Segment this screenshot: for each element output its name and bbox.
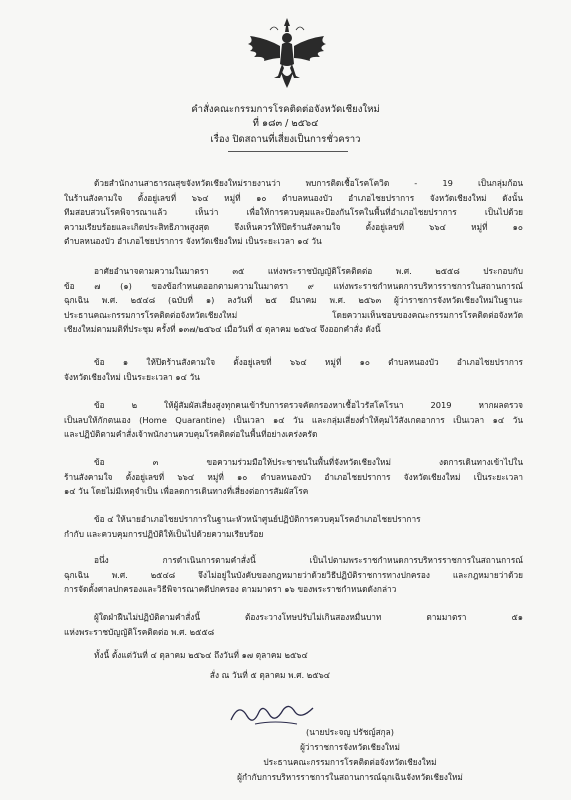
paragraph-line: ฉุกเฉิน พ.ศ. ๒๕๔๘ (ฉบับที่ ๑) ลงวันที่ ๒๕ มีนาคม พ.ศ. ๒๕๖๓ ผู้ว่าราชการจังหวัดเชียงใหม่ในฐานะ — [64, 295, 523, 306]
order-date: สั่ง ณ วันที่ ๕ ตุลาคม พ.ศ. ๒๕๖๔ — [209, 670, 331, 680]
paragraph-line: ฉุกเฉิน พ.ศ. ๒๕๔๘ จึงไม่อยู่ในบังคับของกฎหมายว่าด้วยวิธีปฏิบัติราชการทางปกครอง และกฎหมายว่าด้วย — [64, 569, 523, 580]
paragraph-line: ตำบลหนองบัว อำเภอไชยปราการ จังหวัดเชียงใหม่ เป็นระยะเวลา ๑๔ วัน — [64, 236, 322, 247]
header-divider — [228, 151, 348, 152]
order-title: คำสั่งคณะกรรมการโรคติดต่อจังหวัดเชียงใหม่ — [191, 104, 380, 115]
signatory-position: ผู้ว่าราชการจังหวัดเชียงใหม่ — [300, 742, 400, 752]
order-subject: เรื่อง ปิดสถานที่เสี่ยงเป็นการชั่วคราว — [210, 134, 361, 145]
clause-4 — [64, 512, 523, 541]
paragraph-line: อนึ่ง การดำเนินการตามคำสั่งนี้ เป็นไปตามพระราชกำหนดการบริหารราชการในสถานการณ์ — [94, 555, 523, 565]
paragraph-line: ข้อ ๔ ให้นายอำเภอไชยปราการในฐานะหัวหน้าศูนย์ปฏิบัติการควบคุมโรคอำเภอไชยปราการ — [94, 514, 421, 524]
clause-3 — [64, 455, 523, 499]
paragraph-line: และปฏิบัติตามคำสั่งเจ้าพนักงานควบคุมโรคติดต่อในพื้นที่อย่างเคร่งครัด — [64, 429, 318, 440]
paragraph-line: ข้อ ๒ ให้ผู้สัมผัสเสี่ยงสูงทุกคนเข้ารับการตรวจคัดกรองหาเชื้อไวรัสโคโรนา 2019 หากผลตรวจ — [94, 400, 523, 410]
paragraph-line: ๑๔ วัน โดยไม่มีเหตุจำเป็น เพื่อลดการเดินทางที่เสี่ยงต่อการสัมผัสโรค — [64, 486, 309, 497]
order-number: ที่ ๑๘๓ / ๒๕๖๔ — [252, 118, 319, 129]
paragraph-line: อาศัยอำนาจตามความในมาตรา ๓๕ แห่งพระราชบัญญัติโรคติดต่อ พ.ศ. ๒๕๕๘ ประกอบกับ — [94, 266, 523, 276]
paragraph-line: ด้วยสำนักงานสาธารณสุขจังหวัดเชียงใหม่รายงานว่า พบการติดเชื้อโรคโควิด - 19 เป็นกลุ่มก้อน — [94, 178, 523, 188]
effective-line: ทั้งนี้ ตั้งแต่วันที่ ๔ ตุลาคม ๒๕๖๔ ถึงวันที่ ๑๗ ตุลาคม ๒๕๖๔ — [94, 650, 308, 660]
paragraph-line: ทีมสอบสวนโรคพิจารณาแล้ว เห็นว่า เพื่อให้การควบคุมและป้องกันโรคในพื้นที่อำเภอไชยปราการ เป็นไปด้วย — [64, 207, 523, 218]
paragraph-line: แห่งพระราชบัญญัติโรคติดต่อ พ.ศ. ๒๕๕๘ — [64, 626, 215, 637]
effective-period — [94, 648, 523, 663]
clause-1 — [64, 355, 523, 384]
paragraph-line: ข้อ ๗ (๑) ของข้อกำหนดออกตามความในมาตรา ๙ แห่งพระราชกำหนดการบริหารราชการในสถานการณ์ — [64, 280, 523, 291]
signatory-position: ผู้กำกับการบริหารราชการในสถานการณ์ฉุกเฉินจังหวัดเชียงใหม่ — [237, 772, 463, 782]
intro-paragraph — [64, 176, 523, 249]
paragraph-line: ข้อ ๑ ให้ปิดร้านสังคามใจ ตั้งอยู่เลขที่ ๖๖๔ หมู่ที่ ๑๐ ตำบลหนองบัว อำเภอไชยปราการ — [94, 357, 523, 367]
paragraph-line: ในร้านสังคามใจ ตั้งอยู่เลขที่ ๖๖๔ หมู่ที่ ๑๐ ตำบลหนองบัว อำเภอไชยปราการ จังหวัดเชียงใหม่ ดังนั้น — [64, 192, 523, 203]
paragraph-line: ร้านสังคามใจ ตั้งอยู่เลขที่ ๖๖๔ หมู่ที่ ๑๐ ตำบลหนองบัว อำเภอไชยปราการ จังหวัดเชียงใหม่ เป็นระยะเวลา — [64, 471, 523, 482]
paragraph-line: ผู้ใดฝ่าฝืนไม่ปฏิบัติตามคำสั่งนี้ ต้องระวางโทษปรับไม่เกินสองหมื่นบาท ตามมาตรา ๕๑ — [94, 612, 523, 622]
paragraph-line: เป็นลบให้กักตนเอง (Home Quarantine) เป็นเวลา ๑๔ วัน และกลุ่มเสี่ยงต่ำให้คุมไว้สังเกตอาการ เป็นเวลา ๑๔ วัน — [64, 414, 523, 425]
paragraph-line: การจัดตั้งศาลปกครองและวิธีพิจารณาคดีปกครอง ตามมาตรา ๑๖ ของพระราชกำหนดดังกล่าว — [64, 584, 397, 595]
paragraph-line: ความเรียบร้อยและเกิดประสิทธิภาพสูงสุด จึงเห็นควรให้ปิดร้านสังคามใจ ตั้งอยู่เลขที่ ๖๖๔ หมู่ที่ ๑๐ — [64, 221, 523, 232]
paragraph-line: ข้อ ๓ ขอความร่วมมือให้ประชาชนในพื้นที่จังหวัดเชียงใหม่ งดการเดินทางเข้าไปใน — [94, 457, 523, 467]
authority-paragraph — [64, 264, 523, 337]
paragraph-line: กำกับ และควบคุมการปฏิบัติให้เป็นไปด้วยความเรียบร้อย — [64, 528, 264, 539]
garuda-emblem — [244, 14, 330, 92]
paragraph-line: เชียงใหม่ตามมติที่ประชุม ครั้งที่ ๑๓๗/๒๕๖๔ เมื่อวันที่ ๕ ตุลาคม ๒๕๖๔ จึงออกคำสั่ง ดังนี้ — [64, 324, 381, 335]
paragraph-line: จังหวัดเชียงใหม่ เป็นระยะเวลา ๑๔ วัน — [64, 371, 200, 382]
signatory-position: ประธานคณะกรรมการโรคติดต่อจังหวัดเชียงใหม่ — [263, 757, 437, 767]
penalty-paragraph — [64, 610, 523, 639]
legal-note-paragraph — [64, 553, 523, 597]
clause-2 — [64, 398, 523, 442]
signatory-name: (นายประจญ ปรัชญ์สกุล) — [305, 727, 394, 737]
paragraph-line: ประธานคณะกรรมการโรคติดต่อจังหวัดเชียงใหม่ โดยความเห็นชอบของคณะกรรมการโรคติดต่อจังหวัด — [64, 309, 523, 320]
